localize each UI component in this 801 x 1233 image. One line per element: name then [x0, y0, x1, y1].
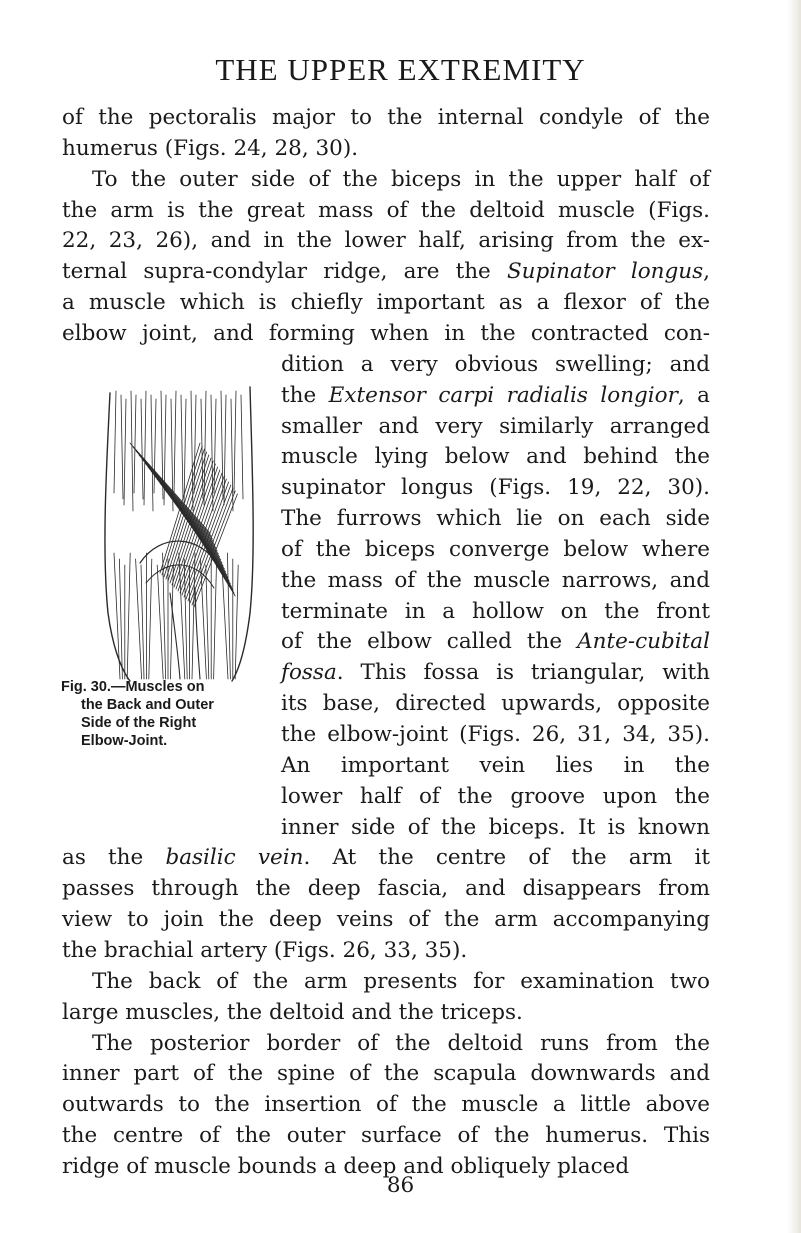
text-run: outwards to the insertion of the muscle a little above — [62, 1092, 710, 1118]
text-run: 22, 23, 26), and in the lower half, arising from the ex- — [62, 228, 710, 254]
text-run: ternal supra-condylar ridge, are the — [62, 259, 507, 285]
text-line — [62, 230, 710, 252]
text-run: lower half of the groove upon the — [281, 783, 710, 809]
text-line — [92, 166, 710, 192]
caption-line: Elbow-Joint. — [81, 733, 168, 749]
text-line — [62, 320, 710, 346]
text-line — [62, 1063, 710, 1085]
italic-term: Extensor carpi radialis longior — [328, 382, 678, 408]
text-line — [62, 107, 710, 129]
text-run: of the biceps converge below where — [281, 536, 710, 562]
text-run: the elbow-joint (Figs. 26, 31, 34, 35). — [281, 722, 710, 747]
text-run: To the outer side of the biceps in the upper half of — [92, 166, 710, 192]
text-run: the brachial artery (Figs. 26, 33, 35). — [62, 937, 468, 963]
text-line — [281, 662, 710, 684]
text-run: the — [281, 382, 329, 408]
figure-caption — [61, 678, 271, 750]
text-run: as the — [62, 845, 166, 871]
italic-term: fossa — [281, 660, 337, 686]
running-head: THE UPPER EXTREMITY — [215, 52, 586, 87]
text-run: of the elbow called the — [281, 629, 578, 655]
text-run: supinator longus (Figs. 19, 22, 30). — [281, 475, 710, 501]
text-run: the arm is the great mass of the deltoid muscle (Figs. — [62, 197, 710, 223]
text-run: smaller and very similarly arranged — [281, 413, 710, 439]
text-line — [62, 261, 710, 283]
caption-line: the Back and Outer — [81, 697, 214, 713]
text-line — [281, 477, 710, 499]
text-line — [281, 814, 710, 840]
text-run: dition a very obvious swelling; and — [281, 351, 710, 377]
text-run: An important vein lies in the — [281, 752, 710, 778]
italic-term: Ante-cubital — [577, 629, 710, 655]
text-line — [281, 351, 710, 377]
text-line — [281, 752, 710, 778]
text-run: The furrows which lie on each side — [281, 506, 710, 532]
text-line — [281, 413, 710, 439]
text-run: , a — [677, 382, 710, 408]
text-line — [62, 292, 710, 314]
text-line — [281, 446, 710, 468]
text-run: the mass of the muscle narrows, and — [281, 567, 710, 593]
text-run: large muscles, the deltoid and the triceps. — [62, 999, 523, 1025]
text-line — [281, 783, 710, 809]
text-run: inner part of the spine of the scapula downwards and — [62, 1061, 710, 1087]
text-line — [281, 598, 710, 624]
text-run: the centre of the outer surface of the humerus. This — [62, 1123, 710, 1149]
text-run: of the pectoralis major to the internal condyle of the — [62, 105, 710, 130]
text-line — [62, 999, 523, 1025]
text-run: elbow joint, and forming when in the contracted con- — [62, 320, 710, 346]
text-line — [62, 197, 710, 223]
caption-line: Side of the Right — [81, 715, 197, 731]
text-line — [281, 724, 710, 746]
text-line — [62, 1094, 710, 1116]
text-line — [62, 135, 359, 161]
text-line — [281, 567, 710, 593]
text-line — [92, 1030, 710, 1056]
text-line — [62, 1125, 710, 1147]
text-line — [281, 693, 710, 715]
italic-term: basilic vein — [165, 845, 304, 871]
text-run: . This fossa is triangular, with — [336, 660, 710, 686]
text-run: . At the centre of the arm it — [303, 845, 710, 871]
text-run: muscle lying below and behind the — [281, 444, 710, 470]
page-number: 86 — [386, 1173, 415, 1198]
italic-term: Supinator longus — [506, 259, 704, 285]
text-run: The posterior border of the deltoid runs from the — [92, 1030, 710, 1056]
text-run: its base, directed upwards, opposite — [281, 691, 710, 717]
text-line — [62, 937, 468, 963]
text-line — [281, 508, 710, 530]
page-edge-shadow — [787, 0, 801, 1233]
text-line — [62, 847, 710, 869]
text-line — [281, 631, 710, 653]
text-line — [281, 382, 710, 408]
figure-elbow-muscles-illustration — [100, 383, 260, 683]
text-line — [62, 909, 710, 931]
text-run: passes through the deep fascia, and disappears from — [62, 876, 710, 902]
engraving-illustration — [100, 383, 260, 683]
text-run: terminate in a hollow on the front — [281, 598, 710, 624]
text-run: The back of the arm presents for examination two — [92, 968, 710, 994]
text-line — [281, 536, 710, 562]
text-run: view to join the deep veins of the arm accompanying — [62, 907, 710, 933]
text-run: ridge of muscle bounds a deep and obliquely placed — [62, 1153, 630, 1179]
text-run: , — [703, 259, 711, 285]
text-run: a muscle which is chiefly important as a flexor of the — [62, 290, 710, 316]
text-run: humerus (Figs. 24, 28, 30). — [62, 135, 359, 161]
text-run: inner side of the biceps. It is known — [281, 814, 710, 840]
text-line — [62, 878, 710, 900]
caption-line: Fig. 30.—Muscles on — [61, 679, 205, 695]
text-line — [92, 968, 710, 994]
